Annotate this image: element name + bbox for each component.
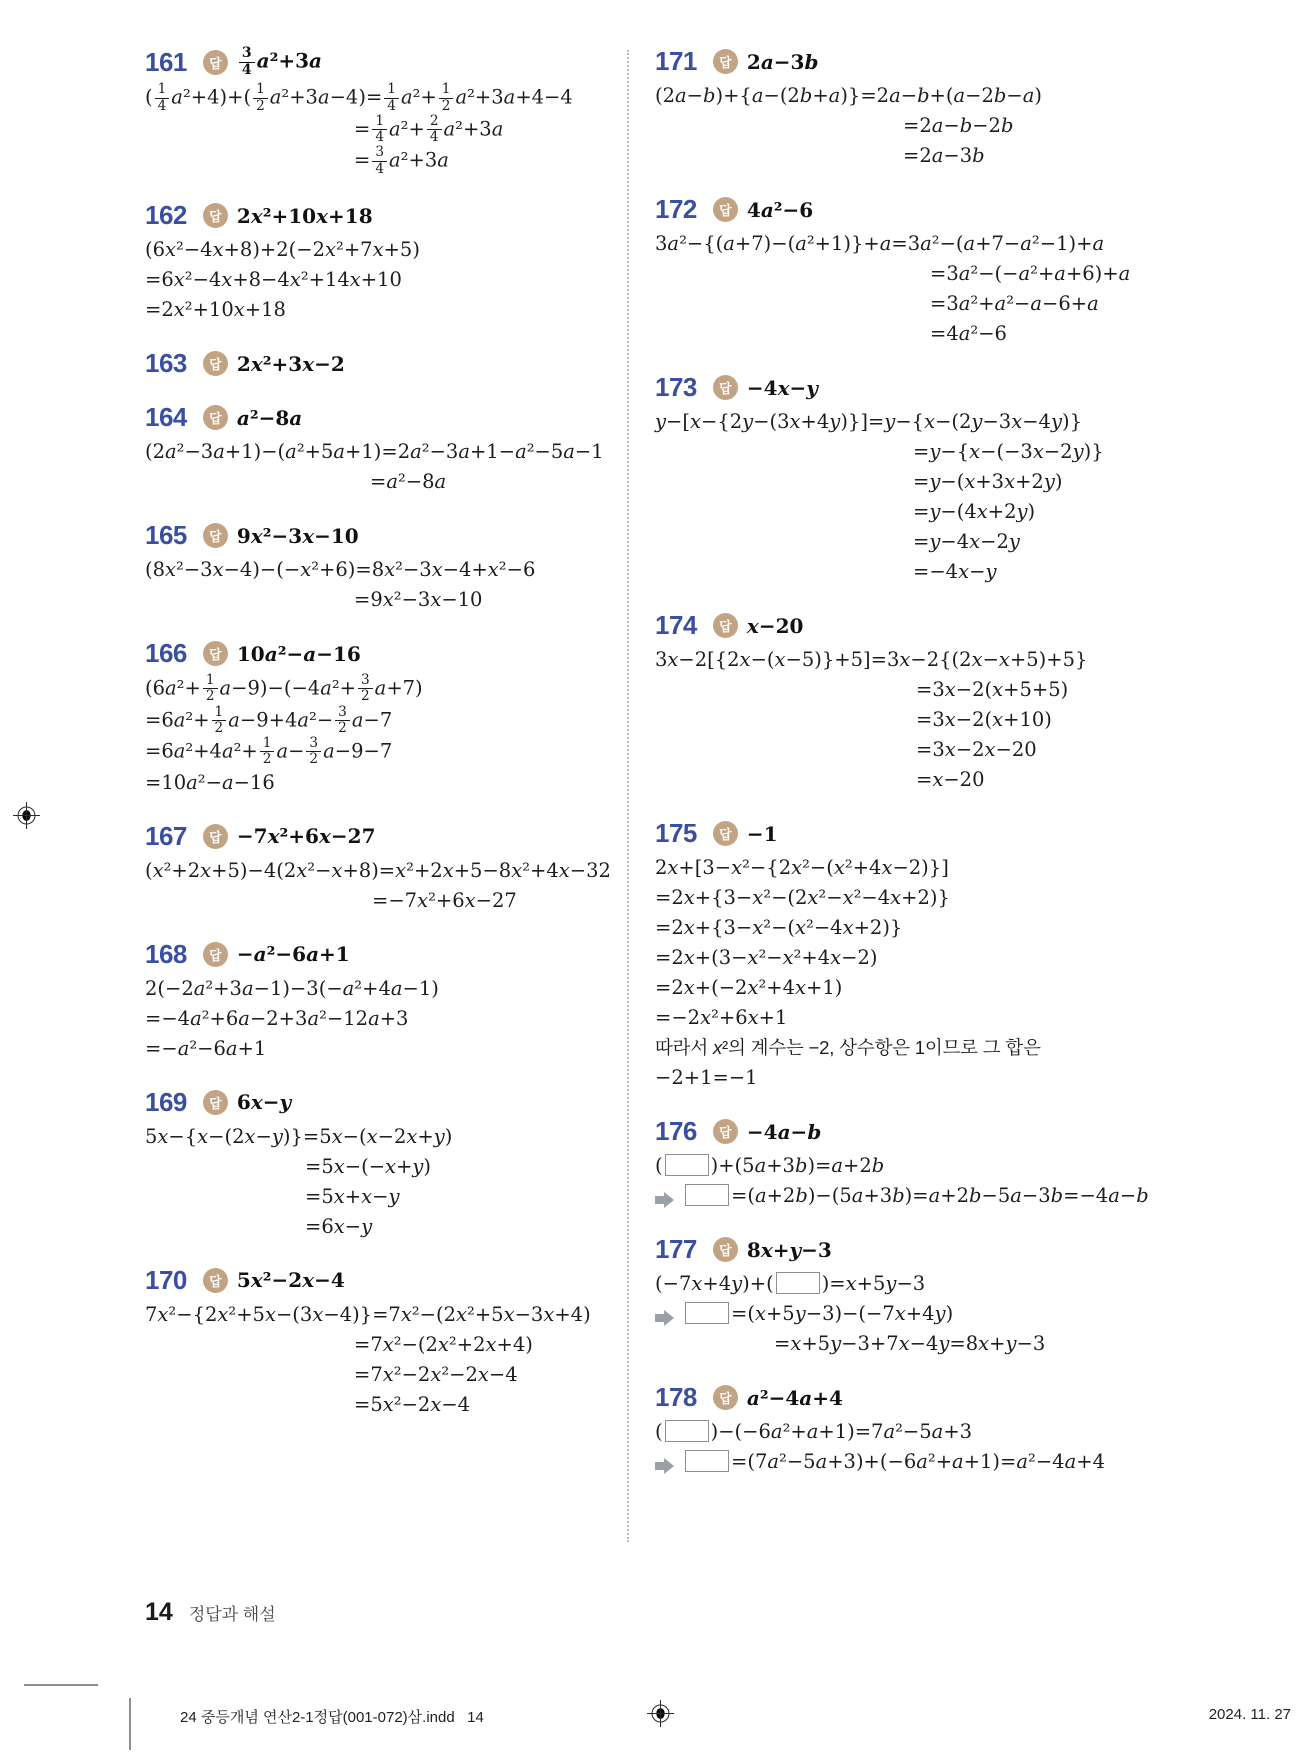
problem-number: 170 xyxy=(145,1264,187,1295)
answer-badge-icon: 답 xyxy=(713,1119,738,1144)
page-footer xyxy=(145,1598,276,1627)
answer-expression: 5x²−2x−4 xyxy=(236,1268,345,1293)
work-line: =2x²+10x+18 xyxy=(145,298,286,322)
work-line: (6x²−4x+8)+2(−2x²+7x+5) xyxy=(145,238,420,262)
fraction: $\frac{1}{4}$ xyxy=(155,82,170,114)
answer-badge-icon: 답 xyxy=(203,351,228,376)
problem-header xyxy=(145,200,627,231)
problem-178 xyxy=(655,1382,1255,1477)
work-line: ( )−(−6a²+a+1)=7a²−5a+3 xyxy=(655,1420,973,1443)
problem-header xyxy=(655,610,1255,641)
work-line: =−4x−y xyxy=(913,560,997,583)
blank-box xyxy=(776,1272,820,1294)
work-line: 따라서 x²의 계수는 −2, 상수항은 1이므로 그 합은 xyxy=(655,1037,1041,1058)
blank-box xyxy=(685,1450,729,1472)
fraction: $\frac{1}{2}$ xyxy=(439,82,454,114)
work-line: =2x+{3−x²−(x²−4x+2)} xyxy=(655,916,903,939)
problem-header xyxy=(145,939,627,970)
work-line: =3x−2(x+10) xyxy=(916,708,1052,731)
answer-expression: 8x+y−3 xyxy=(746,1237,832,1262)
work-line: =2x+(3−x²−x²+4x−2) xyxy=(655,946,878,969)
problem-header xyxy=(655,818,1255,849)
problem-number: 163 xyxy=(145,348,187,379)
problem-171 xyxy=(655,46,1255,171)
problem-177 xyxy=(655,1234,1255,1359)
fraction: $\frac{3}{4}$ xyxy=(239,46,255,78)
answer-expression: −7x²+6x−27 xyxy=(236,824,376,849)
answer-expression: −4a−b xyxy=(746,1119,822,1144)
problem-number: 171 xyxy=(655,46,697,76)
work-line: =7x²−2x²−2x−4 xyxy=(354,1362,518,1386)
work-line: ( $\frac{1}{4}$ a²+4)+( $\frac{1}{2}$ a²+3a−4)= $\frac{1}{4}$ a²+ $\frac{1}{2}$ a²+3a+4−4 xyxy=(145,81,573,114)
problem-number: 172 xyxy=(655,194,697,224)
work-line: =6x²−4x+8−4x²+14x+10 xyxy=(145,268,402,292)
work-line: =−7x²+6x−27 xyxy=(372,888,517,912)
problem-header xyxy=(145,821,627,852)
work-line: (x²+2x+5)−4(2x²−x+8)=x²+2x+5−8x²+4x−32 xyxy=(145,858,611,882)
work-line: =a²−8a xyxy=(370,470,447,494)
problem-number: 162 xyxy=(145,200,187,231)
work-line: 3x−2[{2x−(x−5)}+5]=3x−2{(2x−x+5)+5} xyxy=(655,648,1088,671)
registration-mark-icon xyxy=(13,802,40,829)
work-line: −2+1=−1 xyxy=(655,1066,758,1089)
problem-166 xyxy=(145,638,627,798)
work-line: =6x−y xyxy=(305,1214,373,1238)
work-line: =−2x²+6x+1 xyxy=(655,1006,788,1029)
work-line: =10a²−a−16 xyxy=(145,770,275,794)
problem-number: 161 xyxy=(145,46,187,77)
fraction: $\frac{3}{2}$ xyxy=(335,705,350,737)
fraction: $\frac{1}{2}$ xyxy=(260,736,275,768)
answer-expression: −4x−y xyxy=(746,375,818,400)
work-line: =y−4x−2y xyxy=(913,530,1020,553)
problem-172 xyxy=(655,194,1255,349)
problem-175 xyxy=(655,818,1255,1093)
answer-expression: a²−8a xyxy=(236,405,303,430)
arrow-right-icon xyxy=(655,1458,674,1474)
work-line: (8x²−3x−4)−(−x²+6)=8x²−3x−4+x²−6 xyxy=(145,558,536,582)
work-line: 2(−2a²+3a−1)−3(−a²+4a−1) xyxy=(145,976,439,1000)
print-filename: 24 중등개념 연산2-1정답(001-072)삼.indd 14 xyxy=(180,1709,484,1726)
fraction: $\frac{3}{4}$ xyxy=(372,145,387,177)
problem-header xyxy=(145,638,627,669)
answer-badge-icon: 답 xyxy=(203,1090,228,1115)
answer-badge-icon: 답 xyxy=(203,203,228,228)
work-line: (2a−b)+{a−(2b+a)}=2a−b+(a−2b−a) xyxy=(655,84,1042,107)
answer-expression: $\frac{3}{4}$ a²+3a xyxy=(237,46,322,78)
work-line: =y−(4x+2y) xyxy=(913,500,1036,523)
work-line: =5x+x−y xyxy=(305,1184,400,1208)
fraction: $\frac{3}{2}$ xyxy=(358,673,373,705)
work-line: =6a²+ $\frac{1}{2}$ a−9+4a²− $\frac{3}{2}$ a−7 xyxy=(145,703,393,736)
answer-badge-icon: 답 xyxy=(713,613,738,638)
column-divider xyxy=(627,50,629,1542)
problem-header xyxy=(145,1087,627,1118)
problem-header xyxy=(655,194,1255,225)
answer-badge-icon: 답 xyxy=(713,197,738,222)
work-line: =(x+5y−3)−(−7x+4y) xyxy=(655,1299,1255,1329)
problem-169 xyxy=(145,1087,627,1242)
work-line: =5x²−2x−4 xyxy=(354,1392,471,1416)
problem-number: 175 xyxy=(655,818,697,848)
page-number: 14 xyxy=(145,1598,173,1626)
work-line: = $\frac{1}{4}$ a²+ $\frac{2}{4}$ a²+3a xyxy=(354,112,504,146)
answer-badge-icon: 답 xyxy=(203,641,228,666)
fraction: $\frac{3}{2}$ xyxy=(306,736,321,768)
work-line: =3x−2x−20 xyxy=(916,738,1037,761)
work-line: y−[x−{2y−(3x+4y)}]=y−{x−(2y−3x−4y)} xyxy=(655,410,1082,433)
problem-number: 167 xyxy=(145,820,187,851)
answer-badge-icon: 답 xyxy=(203,824,228,849)
problem-number: 168 xyxy=(145,938,187,969)
problem-number: 166 xyxy=(145,638,187,669)
work-line: =3a²+a²−a−6+a xyxy=(930,292,1099,315)
problem-header xyxy=(145,402,627,433)
work-line: (6a²+ $\frac{1}{2}$ a−9)−(−4a²+ $\frac{3}{2}$ a+7) xyxy=(145,672,423,705)
problem-167 xyxy=(145,821,627,916)
answer-badge-icon: 답 xyxy=(713,375,738,400)
problem-173 xyxy=(655,372,1255,587)
work-line: =−a²−6a+1 xyxy=(145,1036,267,1060)
work-line: =7x²−(2x²+2x+4) xyxy=(354,1332,533,1356)
fraction: $\frac{1}{4}$ xyxy=(372,114,387,146)
work-line: (−7x+4y)+( )=x+5y−3 xyxy=(655,1272,926,1295)
answer-badge-icon: 답 xyxy=(203,1268,228,1293)
problem-number: 165 xyxy=(145,520,187,551)
answer-badge-icon: 답 xyxy=(713,821,738,846)
footer-label: 정답과 해설 xyxy=(188,1605,276,1624)
arrow-right-icon xyxy=(655,1310,674,1326)
work-line: =(a+2b)−(5a+3b)=a+2b−5a−3b=−4a−b xyxy=(655,1181,1255,1211)
answer-expression: a²−4a+4 xyxy=(746,1385,843,1410)
work-line: =x+5y−3+7x−4y=8x+y−3 xyxy=(774,1332,1046,1355)
problem-header xyxy=(145,348,627,379)
arrow-right-icon xyxy=(655,1192,674,1208)
fraction: $\frac{2}{4}$ xyxy=(427,114,442,146)
answer-badge-icon: 답 xyxy=(713,1237,738,1262)
problem-163 xyxy=(145,348,627,379)
answer-expression: 10a²−a−16 xyxy=(236,641,361,666)
blank-box xyxy=(685,1184,729,1206)
work-line: =3a²−(−a²+a+6)+a xyxy=(930,262,1131,285)
work-line: =2a−b−2b xyxy=(903,114,1014,137)
problem-header xyxy=(655,46,1255,77)
problem-164 xyxy=(145,402,627,497)
problem-170 xyxy=(145,1265,627,1420)
answer-badge-icon: 답 xyxy=(203,50,228,75)
problem-number: 177 xyxy=(655,1234,697,1264)
crop-mark-horizontal xyxy=(24,1684,98,1686)
fraction: $\frac{1}{2}$ xyxy=(203,673,218,705)
work-line: =6a²+4a²+ $\frac{1}{2}$ a− $\frac{3}{2}$ a−9−7 xyxy=(145,735,393,768)
work-line: 7x²−{2x²+5x−(3x−4)}=7x²−(2x²+5x−3x+4) xyxy=(145,1302,591,1326)
work-line: =5x−(−x+y) xyxy=(305,1154,432,1178)
fraction: $\frac{1}{4}$ xyxy=(384,82,399,114)
problem-162 xyxy=(145,200,627,325)
problem-176 xyxy=(655,1116,1255,1211)
problem-header xyxy=(655,1234,1255,1265)
work-line: 3a²−{(a+7)−(a²+1)}+a=3a²−(a+7−a²−1)+a xyxy=(655,232,1105,255)
answers-column-right xyxy=(655,46,1255,1500)
work-line: =−4a²+6a−2+3a²−12a+3 xyxy=(145,1006,409,1030)
problem-header xyxy=(145,520,627,551)
answers-column-left xyxy=(145,46,627,1443)
work-line: ( )+(5a+3b)=a+2b xyxy=(655,1154,885,1177)
blank-box xyxy=(685,1302,729,1324)
answer-badge-icon: 답 xyxy=(203,405,228,430)
blank-box xyxy=(665,1154,709,1176)
work-line: =x−20 xyxy=(916,768,985,791)
registration-mark-icon xyxy=(647,1700,674,1727)
answer-expression: −1 xyxy=(746,821,778,846)
problem-header xyxy=(145,46,627,78)
problem-header xyxy=(145,1265,627,1296)
answer-expression: 2x²+3x−2 xyxy=(236,351,345,376)
work-line: =y−(x+3x+2y) xyxy=(913,470,1063,493)
work-line: =y−{x−(−3x−2y)} xyxy=(913,440,1104,463)
problem-165 xyxy=(145,520,627,615)
work-line: =2x+{3−x²−(2x²−x²−4x+2)} xyxy=(655,886,950,909)
answer-expression: 4a²−6 xyxy=(746,197,814,222)
problem-number: 169 xyxy=(145,1086,187,1117)
problem-header xyxy=(655,372,1255,403)
problem-number: 176 xyxy=(655,1116,697,1146)
work-line: 5x−{x−(2x−y)}=5x−(x−2x+y) xyxy=(145,1124,453,1148)
answer-badge-icon: 답 xyxy=(713,1385,738,1410)
problem-174 xyxy=(655,610,1255,795)
problem-161 xyxy=(145,46,627,177)
work-line: =2a−3b xyxy=(903,144,985,167)
work-line: =9x²−3x−10 xyxy=(354,588,483,612)
problem-number: 173 xyxy=(655,372,697,402)
problem-header xyxy=(655,1116,1255,1147)
blank-box xyxy=(665,1420,709,1442)
answer-expression: 9x²−3x−10 xyxy=(236,523,359,548)
answer-badge-icon: 답 xyxy=(203,942,228,967)
work-line: = $\frac{3}{4}$ a²+3a xyxy=(354,144,449,177)
crop-mark-vertical xyxy=(129,1698,131,1750)
problem-168 xyxy=(145,939,627,1064)
problem-number: 178 xyxy=(655,1382,697,1412)
work-line: (2a²−3a+1)−(a²+5a+1)=2a²−3a+1−a²−5a−1 xyxy=(145,440,604,464)
print-date: 2024. 11. 27 xyxy=(1208,1706,1291,1723)
answer-badge-icon: 답 xyxy=(713,49,738,74)
fraction: $\frac{1}{2}$ xyxy=(212,705,227,737)
work-line: =(7a²−5a+3)+(−6a²+a+1)=a²−4a+4 xyxy=(655,1447,1255,1477)
answer-expression: x−20 xyxy=(746,613,804,638)
answer-expression: 2a−3b xyxy=(746,49,819,74)
answer-badge-icon: 답 xyxy=(203,523,228,548)
problem-header xyxy=(655,1382,1255,1413)
answer-expression: 6x−y xyxy=(236,1090,292,1115)
work-line: =4a²−6 xyxy=(930,322,1007,345)
answer-expression: −a²−6a+1 xyxy=(236,942,350,967)
problem-number: 174 xyxy=(655,610,697,640)
answer-expression: 2x²+10x+18 xyxy=(236,203,373,228)
problem-number: 164 xyxy=(145,402,187,433)
work-line: =2x+(−2x²+4x+1) xyxy=(655,976,843,999)
work-line: 2x+[3−x²−{2x²−(x²+4x−2)}] xyxy=(655,856,949,879)
fraction: $\frac{1}{2}$ xyxy=(253,82,268,114)
work-line: =3x−2(x+5+5) xyxy=(916,678,1069,701)
